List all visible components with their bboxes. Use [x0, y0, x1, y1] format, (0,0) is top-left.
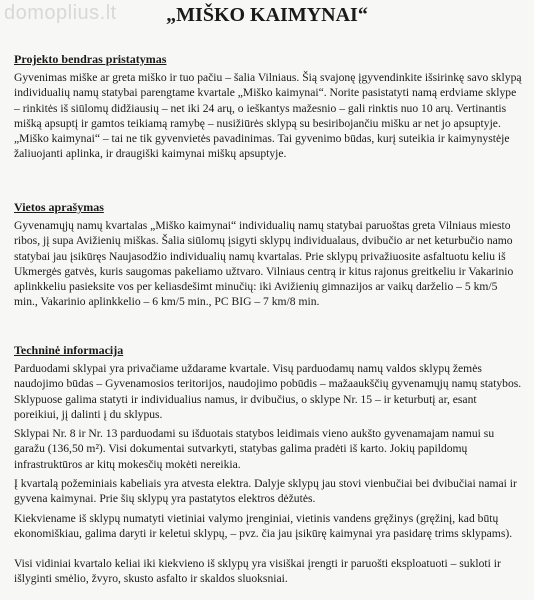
section-heading-technical: Techninė informacija: [14, 343, 124, 357]
watermark: domoplius.lt: [4, 2, 117, 24]
section-heading-general: Projekto bendras pristatymas: [14, 52, 167, 66]
document-title: „MIŠKO KAIMYNAI“: [166, 4, 368, 26]
paragraph-technical-2: Sklypai Nr. 8 ir Nr. 13 parduodami su išduotais statybos leidimais vieno aukšto gyvenamajam namui su garažu (136,50 m²). Visi dokumentai sutvarkyti, statybas galima pradėti iš karto. Jokių papildomų infrastruktūros ar kitų mokesčių mokėti nereikia.: [14, 427, 495, 471]
paragraph-location: Gyvenamųjų namų kvartalas „Miško kaimynai“ individualių namų statybai paruoštas greta Vilniaus miesto ribos, jį supa Avižienių miškas. Šalia siūlomų įsigyti sklypų individualaus, dvibučio ar net keturbučio namo statybai jau įsikūręs Naujasodžio individualių namų kvartalas. Prie sklypų privažiuosite asfaltuotu keliu iš Ukmergės gatvės, kuris saugomas pakeliamo užtvaro. Vilniaus centrą ir kitus rajonus greitkeliu ir Vakarinio aplinkkeliu pasieksite vos per keliasdešimt minučių: iki Avižienių gimnazijos ar vaikų darželio – 5 km/5 min., Vakarinio aplinkkelio – 6 km/5 min., PC BIG – 7 km/8 min.: [14, 219, 514, 309]
paragraph-general: Gyvenimas miške ar greta miško ir tuo pačiu – šalia Vilniaus. Šią svajonę įgyvendinkite išsirinkę savo sklypą individualių namų statybai parengtame kvartale „Miško kaimynai“. Norite pasistatyti namą erdviame sklype – rinkitės iš siūlomų didžiausių – net iki 24 arų, o ieškantys mažesnio – gali rinktis nuo 10 arų. Vertinantis mišką apsuptį ir gamtos teikiamą ramybę – nusižiūrės sklypą su besiribojančiu mišku ar net jo apsuptyje. „Miško kaimynai“ – tai ne tik gyvenvietės pavadinimas. Tai gyvenimo būdas, kurį suteikia ir kaimynystėje žaliuojanti aplinka, ir draugiški kaimynai miškų apsuptyje.: [14, 71, 522, 161]
paragraph-technical-4: Kiekviename iš sklypų numatyti vietiniai valymo įrenginiai, vietinis vandens gręžinys (gręžinį, kad būtų ekonomiškiau, galima daryti ir keletui sklypų, – pvz. čia jau įsikūrę kaimynai yra pasidarę trims sklypams).: [14, 512, 513, 541]
paragraph-technical-5: Visi vidiniai kvartalo keliai iki kiekvieno iš sklypų yra visiškai įrengti ir paruošti eksploatuoti – sukloti ir išlyginti smėlio, žvyro, skusto asfalto ir skaldos sluoksniai.: [14, 557, 501, 586]
section-heading-location: Vietos aprašymas: [14, 200, 104, 214]
paragraph-technical-1: Parduodami sklypai yra privačiame uždarame kvartale. Visų parduodamų namų valdos sklypų žemės naudojimo būdas – Gyvenamosios teritorijos, naudojimo pobūdis – mažaaukščių gyvenamųjų namų statybos. Sklypuose galima statyti ir individualius namus, ir dvibučius, o sklype Nr. 15 – ir keturbutį ar, esant poreikiui, jį dalinti į du sklypus.: [14, 362, 522, 421]
paragraph-technical-3: Į kvartalą požeminiais kabeliais yra atvesta elektra. Dalyje sklypų jau stovi vienbučiai bei dvibučiai namai ir gyvena kaimynai. Prie šių sklypų yra pastatytos elektros dėžutės.: [14, 477, 517, 506]
